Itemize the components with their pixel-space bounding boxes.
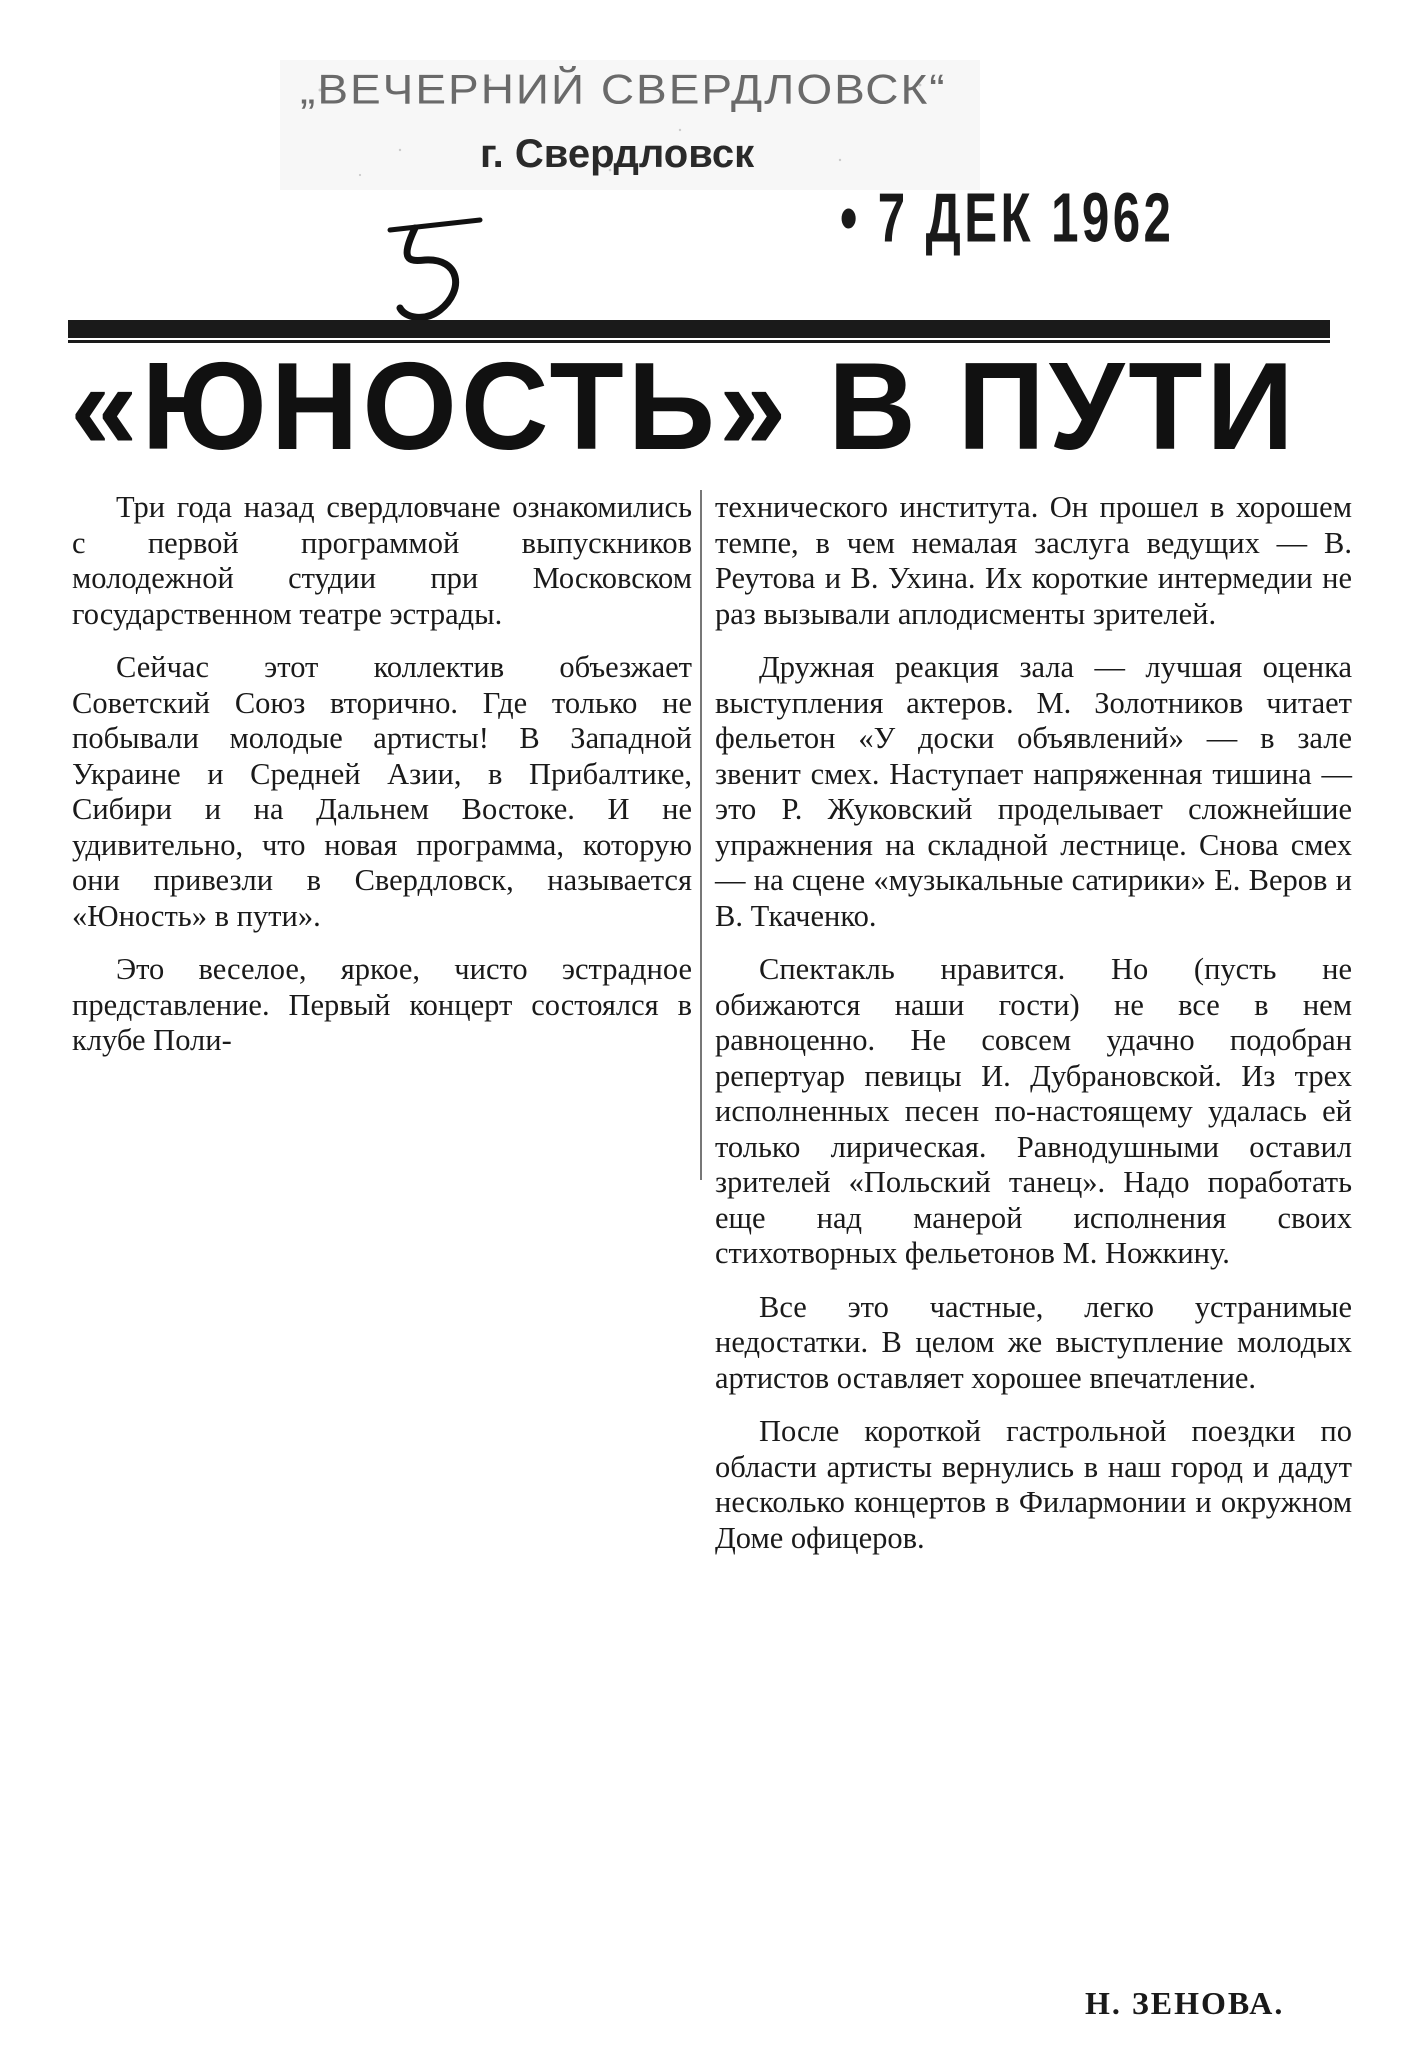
article-headline: «ЮНОСТЬ» В ПУТИ bbox=[70, 338, 1298, 476]
paragraph: Спектакль нравится. Но (пусть не обижаются наши гости) не все в нем равноценно. Не совсем удачно подобран репертуар певицы И. Дубрановской. Из трех исполненных песен по-настоящему удалась ей только лирическая. Равнодушными оставил зрителей «Польский танец». Надо поработать еще над манерой исполнения своих стихотворных фельетонов М. Ножкину. bbox=[715, 952, 1352, 1270]
stamp-date: • 7 ДЕК 1962 bbox=[840, 179, 1175, 258]
paragraph: Три года назад свердловчане ознакомились с первой программой выпускников молодежной студии при Московском государственном театре эстрады. bbox=[72, 490, 692, 631]
article-column-2 bbox=[715, 490, 1352, 1574]
paragraph: Дружная реакция зала — лучшая оценка выступления актеров. М. Золотников читает фельетон «У доски объявлений» — в зале звенит смех. Наступает напряженная тишина — это Р. Жуковский проделывает сложнейшие упражнения на складной лестнице. Снова смех — на сцене «музыкальные сатирики» Е. Веров и В. Ткаченко. bbox=[715, 650, 1352, 933]
paragraph-continuation: технического института. Он прошел в хорошем темпе, в чем немалая заслуга ведущих — В. Реутова и В. Ухина. Их короткие интермедии не раз вызывали аплодисменты зрителей. bbox=[715, 490, 1352, 631]
author-signature: Н. ЗЕНОВА. bbox=[1085, 1985, 1285, 2021]
stamp-city: г. Свердловск bbox=[480, 132, 755, 176]
paragraph: После короткой гастрольной поездки по области артисты вернулись в наш город и дадут несколько концертов в Филармонии и окружном Доме офицеров. bbox=[715, 1414, 1352, 1555]
stamp-newspaper-name: „ВЕЧЕРНИЙ СВЕРДЛОВСК“ bbox=[300, 65, 947, 113]
paragraph: Сейчас этот коллектив объезжает Советский Союз вторично. Где только не побывали молодые артисты! В Западной Украине и Средней Азии, в Прибалтике, Сибири и на Дальнем Востоке. И не удивительно, что новая программа, которую они привезли в Свердловск, называется «Юность» в пути». bbox=[72, 650, 692, 933]
paragraph: Это веселое, яркое, чисто эстрадное представление. Первый концерт состоялся в клубе Поли- bbox=[72, 952, 692, 1057]
column-divider bbox=[700, 490, 702, 1180]
handwritten-mark bbox=[370, 200, 500, 330]
paragraph: Все это частные, легко устранимые недостатки. В целом же выступление молодых артистов оставляет хорошее впечатление. bbox=[715, 1289, 1352, 1395]
article-column-1 bbox=[72, 490, 692, 1077]
